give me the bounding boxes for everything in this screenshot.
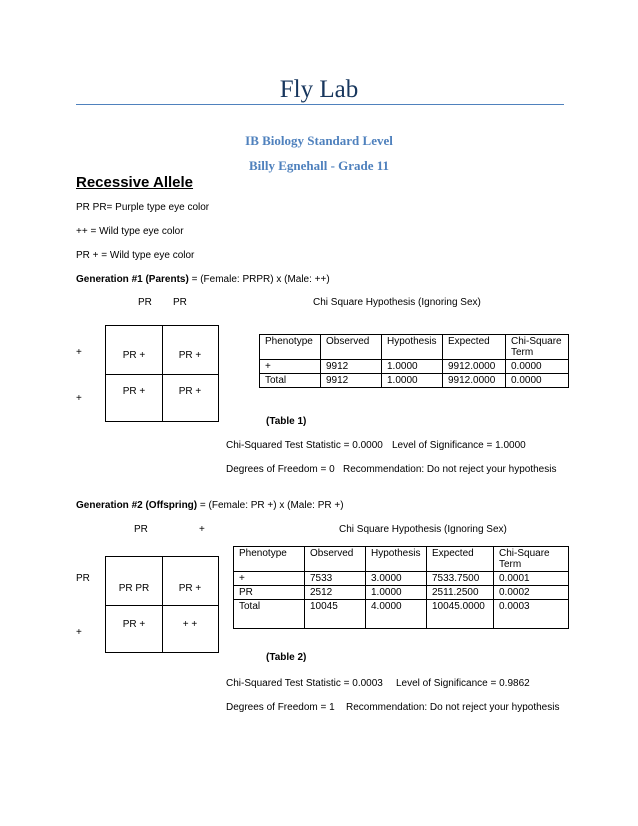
table-cell: 2511.2500 <box>427 586 494 600</box>
table-cell: 0.0001 <box>494 572 569 586</box>
table-row <box>234 572 569 586</box>
table-cell: 0.0000 <box>506 360 569 374</box>
gen1-cross: = (Female: PRPR) x (Male: ++) <box>188 274 330 285</box>
gen2-dof: Degrees of Freedom = 1 <box>226 702 335 713</box>
table-cell: 10045.0000 <box>427 600 494 629</box>
table-cell: 9912 <box>321 374 382 388</box>
gen1-label: Generation #1 (Parents) <box>76 274 189 285</box>
punnett-cell: PR + <box>178 583 202 594</box>
table-row <box>234 600 569 629</box>
gen1-recommendation: Recommendation: Do not reject your hypothesis <box>343 464 557 475</box>
gen1-chi-table <box>259 334 569 388</box>
gen1-chi-title: Chi Square Hypothesis (Ignoring Sex) <box>313 297 481 308</box>
gen1-row-label: + <box>76 393 82 404</box>
table-cell: 9912.0000 <box>443 360 506 374</box>
gen2-significance: Level of Significance = 0.9862 <box>396 678 530 689</box>
table-cell: 1.0000 <box>382 374 443 388</box>
gen1-col-label: PR <box>138 297 152 308</box>
column-header: Chi-Square Term <box>494 547 569 572</box>
gen2-stat: Chi-Squared Test Statistic = 0.0003 <box>226 678 383 689</box>
definition-line: ++ = Wild type eye color <box>76 226 184 237</box>
table-cell: 3.0000 <box>366 572 427 586</box>
gen1-row-label: + <box>76 347 82 358</box>
gen2-col-label: PR <box>134 524 148 535</box>
table-cell: 0.0003 <box>494 600 569 629</box>
table-cell: Total <box>234 600 305 629</box>
table-cell: Total <box>260 374 321 388</box>
table-cell: PR <box>234 586 305 600</box>
gen1-cross-line <box>76 274 330 285</box>
column-header: Hypothesis <box>366 547 427 572</box>
column-header: Hypothesis <box>382 335 443 360</box>
table-row <box>260 374 569 388</box>
column-header: Expected <box>443 335 506 360</box>
table-cell: 7533 <box>305 572 366 586</box>
table-row <box>260 360 569 374</box>
gen2-punnett-square <box>105 556 219 653</box>
table-cell: 4.0000 <box>366 600 427 629</box>
table-header-row <box>234 547 569 572</box>
gen2-row-label: + <box>76 627 82 638</box>
column-header: Observed <box>321 335 382 360</box>
gen2-cross-line <box>76 500 344 511</box>
page-title: Fly Lab <box>279 76 359 103</box>
punnett-cell: PR + <box>178 386 202 397</box>
course-subtitle: IB Biology Standard Level <box>245 133 393 148</box>
gen1-stat: Chi-Squared Test Statistic = 0.0000 <box>226 440 383 451</box>
punnett-cell: PR + <box>178 350 202 361</box>
gen2-row-label: PR <box>76 573 90 584</box>
gen2-chi-table <box>233 546 569 629</box>
table-cell: + <box>234 572 305 586</box>
author-subtitle: Billy Egnehall - Grade 11 <box>248 158 390 173</box>
column-header: Observed <box>305 547 366 572</box>
title-divider <box>76 104 564 105</box>
table-cell: 1.0000 <box>366 586 427 600</box>
table-cell: 10045 <box>305 600 366 629</box>
punnett-cell: + + <box>182 619 198 630</box>
gen1-dof: Degrees of Freedom = 0 <box>226 464 335 475</box>
gen1-punnett-square <box>105 325 219 422</box>
gen1-table-caption: (Table 1) <box>266 416 307 427</box>
gen2-table-caption: (Table 2) <box>266 652 307 663</box>
gen2-col-label: + <box>199 524 205 535</box>
table-cell: 0.0000 <box>506 374 569 388</box>
section-heading: Recessive Allele <box>76 174 194 191</box>
table-cell: 1.0000 <box>382 360 443 374</box>
table-cell: 9912 <box>321 360 382 374</box>
gen2-chi-title: Chi Square Hypothesis (Ignoring Sex) <box>339 524 507 535</box>
column-header: Chi-Square Term <box>506 335 569 360</box>
definition-line: PR PR= Purple type eye color <box>76 202 210 213</box>
gen1-significance: Level of Significance = 1.0000 <box>392 440 526 451</box>
gen2-label: Generation #2 (Offspring) <box>76 500 198 511</box>
gen2-cross: = (Female: PR +) x (Male: PR +) <box>197 500 344 511</box>
table-cell: + <box>260 360 321 374</box>
punnett-cell: PR + <box>122 350 146 361</box>
gen1-col-label: PR <box>173 297 187 308</box>
table-row <box>234 586 569 600</box>
punnett-cell: PR + <box>122 619 146 630</box>
table-cell: 7533.7500 <box>427 572 494 586</box>
column-header: Phenotype <box>234 547 305 572</box>
table-cell: 2512 <box>305 586 366 600</box>
punnett-cell: PR PR <box>118 583 150 594</box>
column-header: Phenotype <box>260 335 321 360</box>
definition-line: PR + = Wild type eye color <box>76 250 195 261</box>
gen2-recommendation: Recommendation: Do not reject your hypothesis <box>346 702 560 713</box>
table-cell: 9912.0000 <box>443 374 506 388</box>
column-header: Expected <box>427 547 494 572</box>
table-cell: 0.0002 <box>494 586 569 600</box>
punnett-cell: PR + <box>122 386 146 397</box>
table-header-row <box>260 335 569 360</box>
